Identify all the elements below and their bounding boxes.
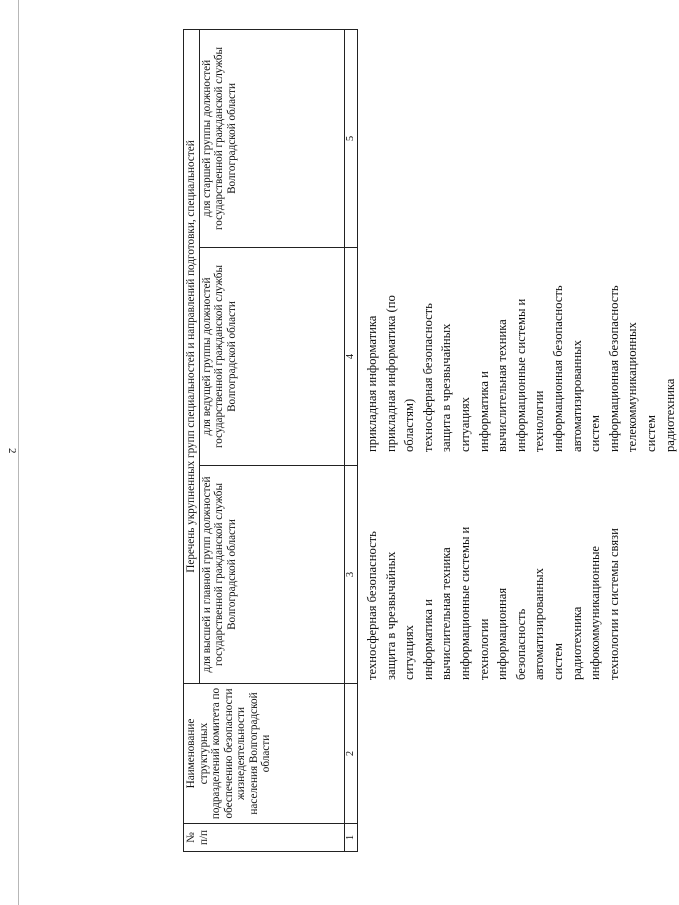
list-item: техносферная безопасность (420, 303, 435, 452)
specialties-table (183, 29, 358, 852)
header-senior-group: для старшей группы должностей государственной гражданской службы Волгоградской области (199, 29, 344, 247)
list-item: вычислительная техника (439, 547, 454, 680)
list-item: прикладная информатика (по (383, 295, 398, 452)
col-num-4: 4 (345, 248, 358, 466)
list-item: защита в чрезвычайных (439, 323, 454, 452)
header-leading-group: для ведущей группы должностей государственной гражданской службы Волгоградской области (199, 248, 344, 466)
highest-group-specialties (363, 468, 623, 680)
list-item: прикладная информатика (365, 315, 379, 452)
list-item: защита в чрезвычайных (383, 551, 398, 680)
list-item: информационные системы и (457, 526, 472, 680)
list-item: информационная безопасность (606, 285, 621, 452)
list-item: вычислительная техника (495, 319, 510, 452)
list-item: автоматизированных (569, 340, 584, 452)
col-num-1: 1 (345, 824, 358, 852)
list-item: систем (643, 415, 658, 452)
header-name: Наименование структурных подразделений комитета по обеспечению безопасности жизнедеятельности населения Волгоградской области (184, 684, 345, 824)
list-item: автоматизированных (532, 568, 547, 680)
col-num-3: 3 (345, 466, 358, 684)
col-num-2: 2 (345, 684, 358, 824)
list-item: технологии (532, 390, 547, 452)
list-item: технологии и системы связи (606, 528, 621, 680)
list-item: безопасность (513, 608, 528, 680)
list-item: радиотехника (569, 606, 584, 680)
rotated-content (183, 30, 677, 852)
page-number-strip (6, 0, 28, 905)
list-item: информационные системы и (513, 298, 528, 452)
list-item: информатика и (476, 371, 491, 452)
list-item: радиотехника (662, 378, 677, 452)
header-highest-group: для высшей и главной групп должностей государственной гражданской службы Волгоградской области (199, 466, 344, 684)
list-item: телекоммуникационных (625, 322, 640, 452)
list-item: информатика и (420, 599, 435, 680)
header-no: № п/п (184, 824, 345, 852)
page-number: 2 (6, 448, 18, 454)
list-item: информационная безопасность (550, 285, 565, 452)
list-item: областям) (402, 398, 417, 452)
list-item: информационная (495, 587, 510, 680)
list-item: ситуациях (457, 397, 472, 452)
list-item: технологии (476, 618, 491, 680)
col-num-5: 5 (345, 29, 358, 247)
header-group: Перечень укрупненных групп специальностей и направлений подготовки, специальностей (184, 29, 200, 683)
list-item: ситуациях (402, 625, 417, 680)
list-item: инфокоммуникационные (588, 545, 603, 680)
leading-group-specialties (363, 238, 679, 452)
list-item: техносферная безопасность (365, 531, 379, 680)
list-item: систем (588, 415, 603, 452)
list-item: систем (550, 643, 565, 680)
